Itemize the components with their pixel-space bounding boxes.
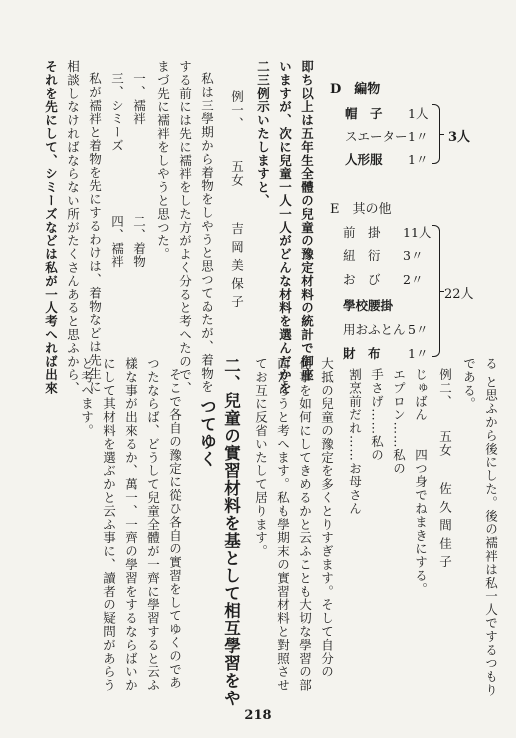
text-line: にして其材料を選ぶかと云ふ事に、讀者の疑問があらう xyxy=(101,357,117,692)
bracket-e xyxy=(432,225,440,357)
example-label: 例一、 xyxy=(229,90,245,131)
table-count: 1〃 xyxy=(408,346,429,361)
text-line: そこで各自の豫定に從ひ各自の實習をしてゆくのであ xyxy=(167,368,183,690)
section-heading-cont: つてゆく xyxy=(197,398,217,468)
text-line: 面だらうと考へます。私も學期末の實習材料と對照させ xyxy=(275,357,291,692)
table-item: 用おふとん xyxy=(343,322,406,337)
text-line: 相談しなければならない所がたくさんあると思ふから、 xyxy=(65,60,81,395)
table-item: スエーター xyxy=(345,129,408,144)
example-line: 割烹前だれ……お母さん xyxy=(347,368,363,516)
example-grade: 五女 xyxy=(437,430,453,457)
table-count: 1〃 xyxy=(408,129,429,144)
text-line: 二三例示いたしますと、 xyxy=(255,60,271,208)
table-item: 學校腰掛 xyxy=(343,298,394,313)
text-line: である。 xyxy=(461,357,477,411)
table-item: お び xyxy=(343,272,381,287)
table-item: 帽 子 xyxy=(345,106,383,121)
bracket-d xyxy=(432,104,440,164)
text-line: 即ち以上は五年生全體の兒童の豫定材料の統計で御座 xyxy=(299,60,315,382)
example-name: 佐 久 間 佳 子 xyxy=(437,482,453,569)
table-count: 1〃 xyxy=(408,152,429,167)
text-line: 私は三學期から着物をしやうと思つてゐたが、着物を xyxy=(199,72,215,394)
table-total-d: 3人 xyxy=(448,130,471,145)
table-count: 1人 xyxy=(408,106,429,121)
text-line: 樣な事が出來るか、萬一、一齊の學習をするならばいか xyxy=(123,357,139,692)
text-line: 私が襦袢と着物を先にするわけは、着物などは先生に xyxy=(87,72,103,394)
text-line: と考へます。 xyxy=(79,357,95,438)
text-line: まづ先に襦袢をしやうと思つた。 xyxy=(155,60,171,261)
text-line: てお互に反省いたして居ります。 xyxy=(253,357,269,558)
table-heading-e: E 其の他 xyxy=(330,202,392,217)
example-line: じゅばん 四つ身でねまきにする。 xyxy=(413,368,429,596)
text-line: する前には先に襦袢をした方がよく分ると考へたので、 xyxy=(177,60,193,395)
section-heading: 二、兒童の實習材料を基として相互學習をや xyxy=(221,357,241,707)
table-count: 11人 xyxy=(403,225,432,240)
text-line: 仕事を如何にしてきめるかと云ふことも大切な學習の部 xyxy=(297,357,313,692)
example-grade: 五女 xyxy=(229,160,245,187)
table-heading-d: D 編物 xyxy=(330,82,381,97)
text-line: 大抵の兒童の豫定を多くとりすぎます。そして自分の xyxy=(319,357,335,679)
table-item: 紐 衍 xyxy=(343,248,381,263)
example-label: 例二、 xyxy=(437,368,453,409)
example-line: エプロン……私の xyxy=(391,368,407,476)
text-line: つたならば、どうして兒童全體が一齊に學習すると云ふ xyxy=(145,357,161,692)
list-item: 二、着物 xyxy=(131,215,147,269)
text-line: いますが、次に兒童一人一人がどんな材料を選んだかを xyxy=(277,60,293,395)
table-total-e: 22人 xyxy=(444,287,474,302)
page-number: 218 xyxy=(244,708,272,723)
example-line: 手さげ……私の xyxy=(369,368,385,462)
table-item: 前 掛 xyxy=(343,225,381,240)
table-count: 5〃 xyxy=(408,322,429,337)
list-item: 四、襦袢 xyxy=(109,215,125,269)
table-count: 2〃 xyxy=(403,272,424,287)
list-item: 一、襦袢 xyxy=(131,72,147,126)
table-item: 財 布 xyxy=(343,346,381,361)
table-count: 3〃 xyxy=(403,248,424,263)
example-name: 吉 岡 美 保 子 xyxy=(229,222,245,309)
text-line: る と思ふから後にした。後の襦袢は私一人でするつもり xyxy=(483,357,499,697)
table-item: 人形服 xyxy=(345,152,383,167)
text-line: それを先にして、シミーズなどは私が一人考へれば出來 xyxy=(43,60,59,395)
list-item: 三、シミーズ xyxy=(109,72,125,153)
